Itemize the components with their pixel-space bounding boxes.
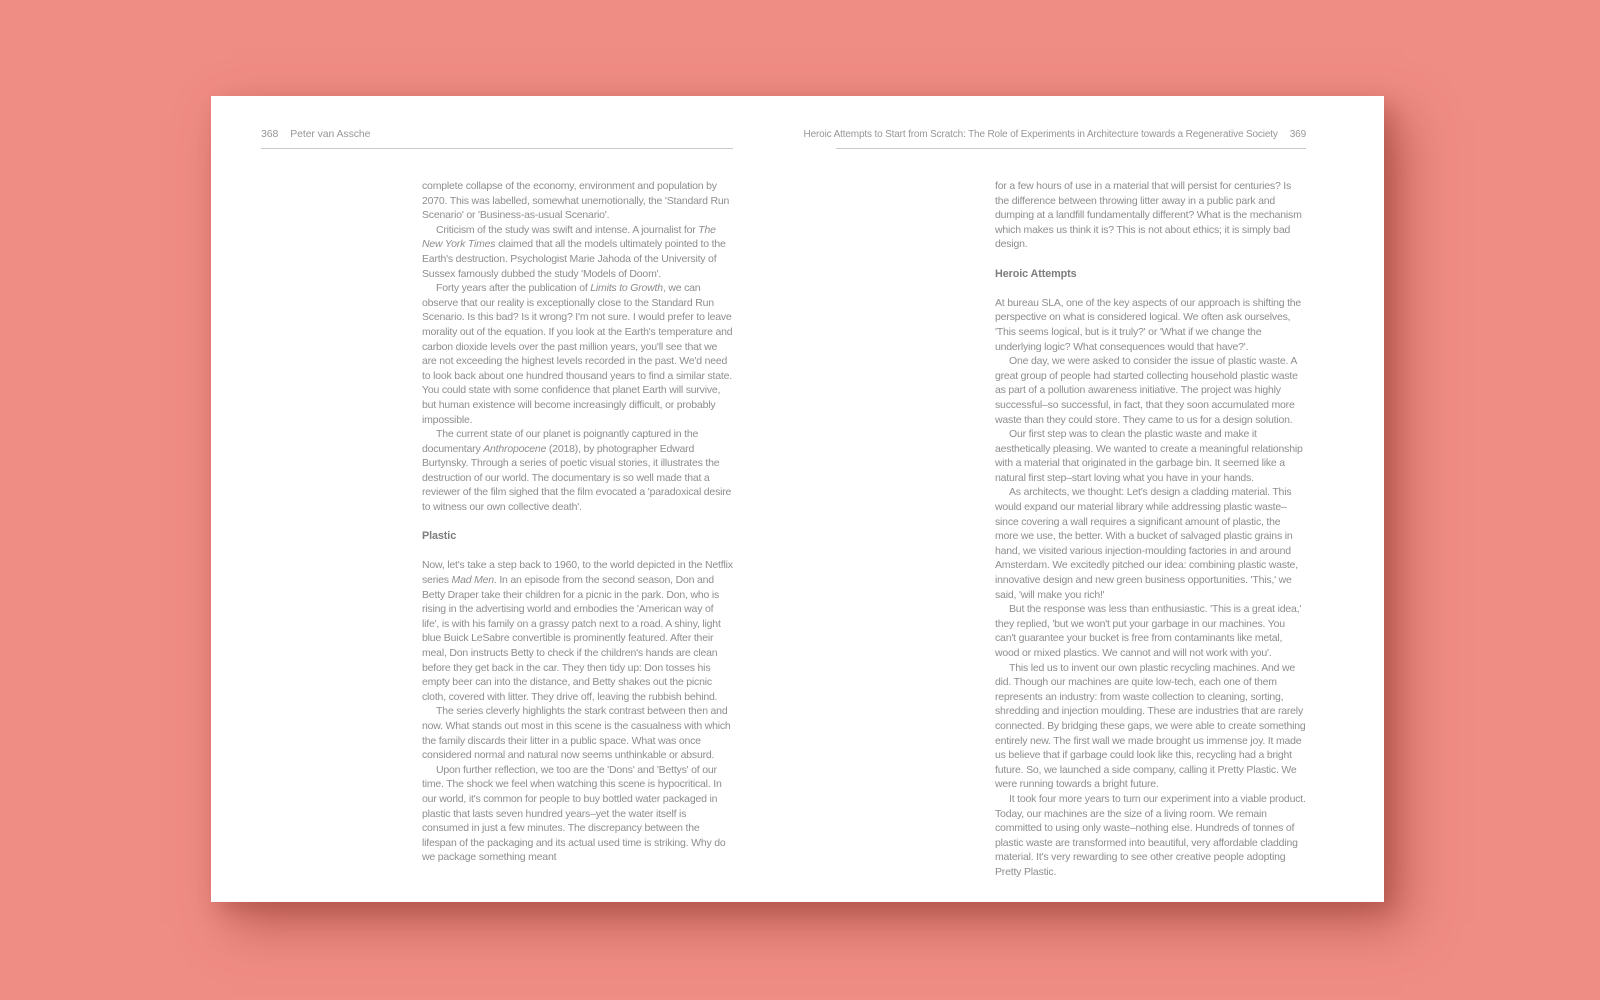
body-paragraph xyxy=(995,792,1306,880)
body-paragraph xyxy=(995,427,1306,485)
text-run: Plastic xyxy=(422,530,457,543)
italic-text-run: The New York Times xyxy=(422,223,716,251)
body-paragraph xyxy=(422,223,733,281)
body-paragraph xyxy=(422,763,733,865)
left-page-number: 368 xyxy=(261,128,279,140)
text-run: This led us to invent our own plastic recycling machines. And we did. Though our machines are quite low-tech, each one of them represents an industry: from waste collection to cleaning, sorting, shredding and injection moulding. These are industries that are rarely connected. By bridging these gaps, we were able to create something entirely new. The first wall we made brought us immense joy. It made us believe that if garbage could look like this, recycling had a bright future. So, we launched a side company, calling it Pretty Plastic. We were running towards a bright future. xyxy=(995,661,1306,791)
left-running-head: Peter van Assche xyxy=(290,128,371,140)
italic-text-run: Limits to Growth xyxy=(590,282,663,295)
text-run: Upon further reflection, we too are the 'Dons' and 'Bettys' of our time. The shock we feel when watching this scene is hypocritical. In our world, it's common for people to buy bottled water packaged in plastic that lasts seven hundred years–yet the water itself is consumed in just a few minutes. The discrepancy between the lifespan of the packaging and its actual used time is striking. Why do we package something meant xyxy=(422,763,726,864)
text-run: But the response was less than enthusiastic. 'This is a great idea,' they replied, 'but we won't put your garbage in our machines. You can't guarantee your bucket is free from contaminants like metal, wood or mixed plastics. We cannot and will not work with you'. xyxy=(995,603,1302,659)
section-heading xyxy=(422,529,733,544)
text-run: The series cleverly highlights the stark contrast between then and now. What stands out most in this scene is the casualness with which the family discards their litter in a public space. What was once considered normal and natural now seems unthinkable or absurd. xyxy=(422,705,731,762)
text-run: One day, we were asked to consider the issue of plastic waste. A great group of people had started collecting household plastic waste as part of a pollution awareness initiative. The project was highly successful–so successful, in fact, that they soon accumulated more waste than they could store. They came to us for a design solution. xyxy=(995,355,1298,426)
text-run: As architects, we thought: Let's design a cladding material. This would expand our material library while addressing plastic waste–since covering a wall requires a significant amount of plastic, the more we use, the better. With a bucket of salvaged plastic grains in hand, we visited various injection-moulding factories in and around Amsterdam. We excitedly pitched our idea: combining plastic waste, innovative design and new green business opportunities. 'This,' we said, 'will make you rich!' xyxy=(995,486,1298,601)
body-paragraph xyxy=(995,485,1306,602)
text-run: , we can observe that our reality is exceptionally close to the Standard Run Scenario. Is this bad? Is it wrong? I'm not sure. I would prefer to leave morality out of the equation. If you look at the Earth's temperature and carbon dioxide levels over the past million years, you'll see that we are not exceeding the highest levels recorded in the past. We'd need to look back about one hundred thousand years to find a similar state. You could state with some confidence that planet Earth will survive, but human existence will become increasingly difficult, or probably impossible. xyxy=(422,282,733,426)
text-run: Forty years after the publication of xyxy=(436,282,591,295)
text-run: At bureau SLA, one of the key aspects of our approach is shifting the perspective on what is considered logical. We often ask ourselves, 'This seems logical, but is it truly?' or 'What if we change the underlying logic? What consequences would that have?'. xyxy=(995,296,1302,353)
italic-text-run: Mad Men xyxy=(451,574,494,587)
body-paragraph xyxy=(995,602,1306,660)
text-run: complete collapse of the economy, environment and population by 2070. This was labelled, somewhat unemotionally, the 'Standard Run Scenario' or 'Business-as-usual Scenario'. xyxy=(422,180,730,222)
text-run: Criticism of the study was swift and intense. A journalist for xyxy=(436,223,699,236)
right-text-column xyxy=(995,179,1306,880)
body-paragraph xyxy=(422,281,733,427)
body-paragraph xyxy=(422,558,733,704)
text-run: claimed that all the models ultimately pointed to the Earth's destruction. Psychologist Marie Jahoda of the University of Sussex famously dubbed the study 'Models of Doom'. xyxy=(422,238,726,280)
body-paragraph xyxy=(995,296,1306,354)
italic-text-run: Anthropocene xyxy=(483,442,547,455)
body-paragraph xyxy=(422,704,733,762)
text-run: It took four more years to turn our experiment into a viable product. Today, our machines are the size of a living room. We remain committed to using only waste–nothing else. Hundreds of tonnes of plastic waste are transformed into beautiful, very affordable cladding material. It's very rewarding to see other creative people adopting Pretty Plastic. xyxy=(995,792,1306,878)
text-run: for a few hours of use in a material that will persist for centuries? Is the difference between throwing litter away in a public park and dumping at a landfill fundamentally different? What is the mechanism which makes us think it is? This is not about ethics; it is simply bad design. xyxy=(995,180,1302,251)
right-running-head: Heroic Attempts to Start from Scratch: The Role of Experiments in Architecture towards a Regenerative Society xyxy=(803,129,1278,140)
body-paragraph xyxy=(995,354,1306,427)
left-page-header xyxy=(261,128,733,149)
body-paragraph xyxy=(422,427,733,515)
text-run: Now, let's take a step back to 1960, to the world depicted in the Netflix series xyxy=(422,559,733,587)
right-page-number: 369 xyxy=(1289,129,1306,140)
text-run: . In an episode from the second season, Don and Betty Draper take their children for a picnic in the park. Don, who is rising in the advertising world and embodies the 'American way of life', is with his family on a grassy patch next to a road. A shiny, light blue Buick LeSabre convertible is prominently featured. After their meal, Don instructs Betty to check if the children's hands are clean before they get back in the car. They then tidy up: Don tosses his empty beer can into the distance, and Betty shakes out the picnic cloth, covered with litter. They drive off, leaving the rubbish behind. xyxy=(422,574,721,703)
right-page-header xyxy=(803,128,1306,149)
body-paragraph xyxy=(995,661,1306,792)
text-run: The current state of our planet is poignantly captured in the documentary xyxy=(422,428,699,455)
text-run: Our first step was to clean the plastic waste and make it aesthetically pleasing. We wanted to create a meaningful relationship with a material that originated in the garbage bin. It seemed like a natural first step–start loving what you have in your hands. xyxy=(995,428,1303,484)
text-run: Heroic Attempts xyxy=(995,267,1077,280)
left-text-column xyxy=(422,179,733,865)
book-spread xyxy=(211,96,1384,902)
text-run: (2018), by photographer Edward Burtynsky. Through a series of poetic visual stories, it illustrates the destruction of our world. The documentary is so well made that a reviewer of the film sighed that the film evocated a 'paradoxical desire to witness our own collective death'. xyxy=(422,442,732,514)
section-heading xyxy=(995,267,1306,282)
body-paragraph xyxy=(422,179,733,223)
body-paragraph xyxy=(995,179,1306,252)
